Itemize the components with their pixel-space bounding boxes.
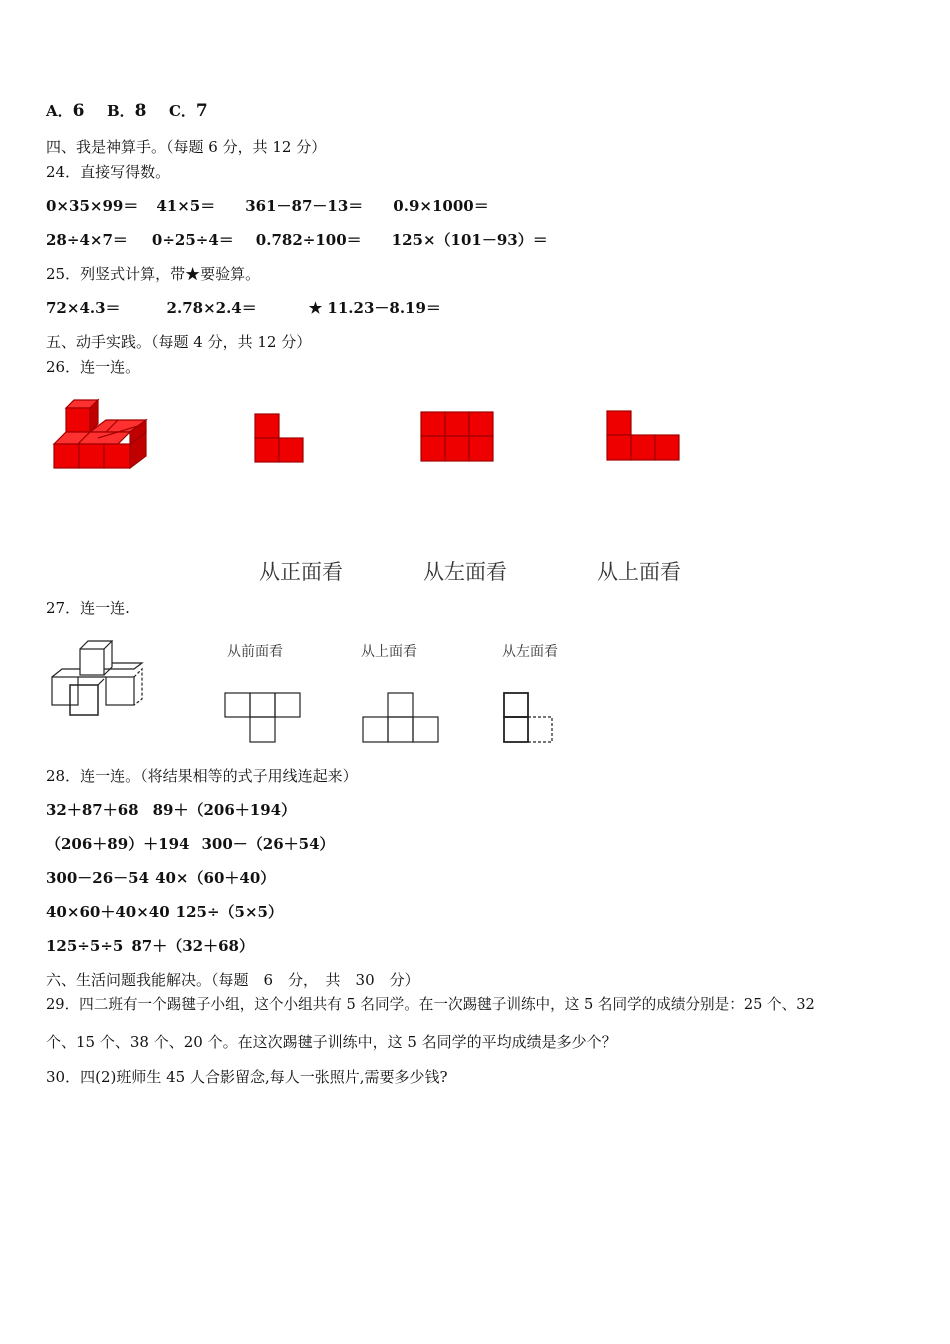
q24-row2 <box>46 230 548 250</box>
section5-heading: 五、动手实践。（每题 4 分，共 12 分） <box>46 333 312 351</box>
q27-label-top: 从上面看 <box>361 644 417 660</box>
option-a-value: 6 <box>72 101 85 121</box>
q28-row-1 <box>46 800 296 820</box>
option-a-letter: A． <box>46 102 73 120</box>
q27-solid-figure <box>52 637 148 719</box>
q29-line2: 个、15 个、38 个、20 个。在这次踢毽子训练中，这 5 名同学的平均成绩是多少个？ <box>46 1033 617 1051</box>
q25-row <box>46 298 441 318</box>
q26-view-grid <box>420 411 494 462</box>
q26-view-l-small <box>254 413 304 463</box>
q28-row-4 <box>46 902 283 922</box>
option-b-letter: B． <box>106 102 135 120</box>
q26-title: 26．连一连。 <box>46 358 141 376</box>
q29-line1: 29．四二班有一个踢毽子小组，这个小组共有 5 名同学。在一次踢毽子训练中，这 5 名同学的成绩分别是：25 个、32 <box>46 996 815 1013</box>
q27-view-left <box>503 692 557 744</box>
q28-row-2 <box>46 834 335 854</box>
section4-heading: 四、我是神算手。（每题 6 分，共 12 分） <box>46 138 327 156</box>
q28-r5-right: 87＋（32＋68） <box>131 937 254 955</box>
q27-label-front: 从前面看 <box>227 644 283 660</box>
q28-r3-left: 300－26－54 <box>46 869 150 887</box>
q26-label-front: 从正面看 <box>259 560 343 584</box>
q24-r1-3: 361－87－13＝ <box>245 197 364 215</box>
q28-row-3 <box>46 868 275 888</box>
q24-r2-3: 0.782÷100＝ <box>255 231 362 249</box>
q27-label-left: 从左面看 <box>502 644 558 660</box>
q27-title: 27．连一连. <box>46 599 130 617</box>
q27-view-top <box>362 692 440 744</box>
q30-text: 30．四(2)班师生 45 人合影留念,每人一张照片,需要多少钱? <box>46 1068 448 1086</box>
q26-view-l-long <box>606 410 680 461</box>
q28-r2-right: 300－（26＋54） <box>201 835 335 853</box>
q28-r2-left: （206＋89）＋194 <box>46 835 190 853</box>
option-b-value: 8 <box>134 101 147 121</box>
q24-title: 24．直接写得数。 <box>46 163 171 181</box>
q26-solid-figure <box>54 398 150 470</box>
q28-r1-right: 89＋（206＋194） <box>152 801 297 819</box>
q26-label-left: 从左面看 <box>423 560 507 584</box>
option-c-value: 7 <box>195 101 208 121</box>
q24-r1-2: 41×5＝ <box>156 197 216 215</box>
q24-r2-2: 0÷25÷4＝ <box>151 231 234 249</box>
q25-title: 25．列竖式计算，带★要验算。 <box>46 265 261 283</box>
q24-row1 <box>46 196 489 216</box>
q28-r4-left: 40×60＋40×40 <box>46 903 170 921</box>
q28-r5-left: 125÷5÷5 <box>46 937 124 955</box>
q26-label-top: 从上面看 <box>597 560 681 584</box>
q25-3: ★ 11.23－8.19＝ <box>308 299 441 317</box>
q28-row-5 <box>46 936 254 956</box>
q28-r1-left: 32＋87＋68 <box>46 801 139 819</box>
q28-r4-right: 125÷（5×5） <box>175 903 283 921</box>
q24-r2-1: 28÷4×7＝ <box>46 231 128 249</box>
q23-options <box>46 101 208 121</box>
option-c-letter: C． <box>168 102 196 120</box>
q24-r2-4: 125×（101－93）＝ <box>391 231 548 249</box>
q24-r1-4: 0.9×1000＝ <box>393 197 489 215</box>
section6-heading: 六、生活问题我能解决。（每题 6 分， 共 30 分） <box>46 971 420 989</box>
q28-title: 28．连一连。（将结果相等的式子用线连起来） <box>46 767 358 785</box>
q25-1: 72×4.3＝ <box>46 299 121 317</box>
q25-2: 2.78×2.4＝ <box>166 299 257 317</box>
q27-view-front <box>224 692 302 744</box>
q24-r1-1: 0×35×99＝ <box>46 197 139 215</box>
q28-r3-right: 40×（60＋40） <box>155 869 276 887</box>
